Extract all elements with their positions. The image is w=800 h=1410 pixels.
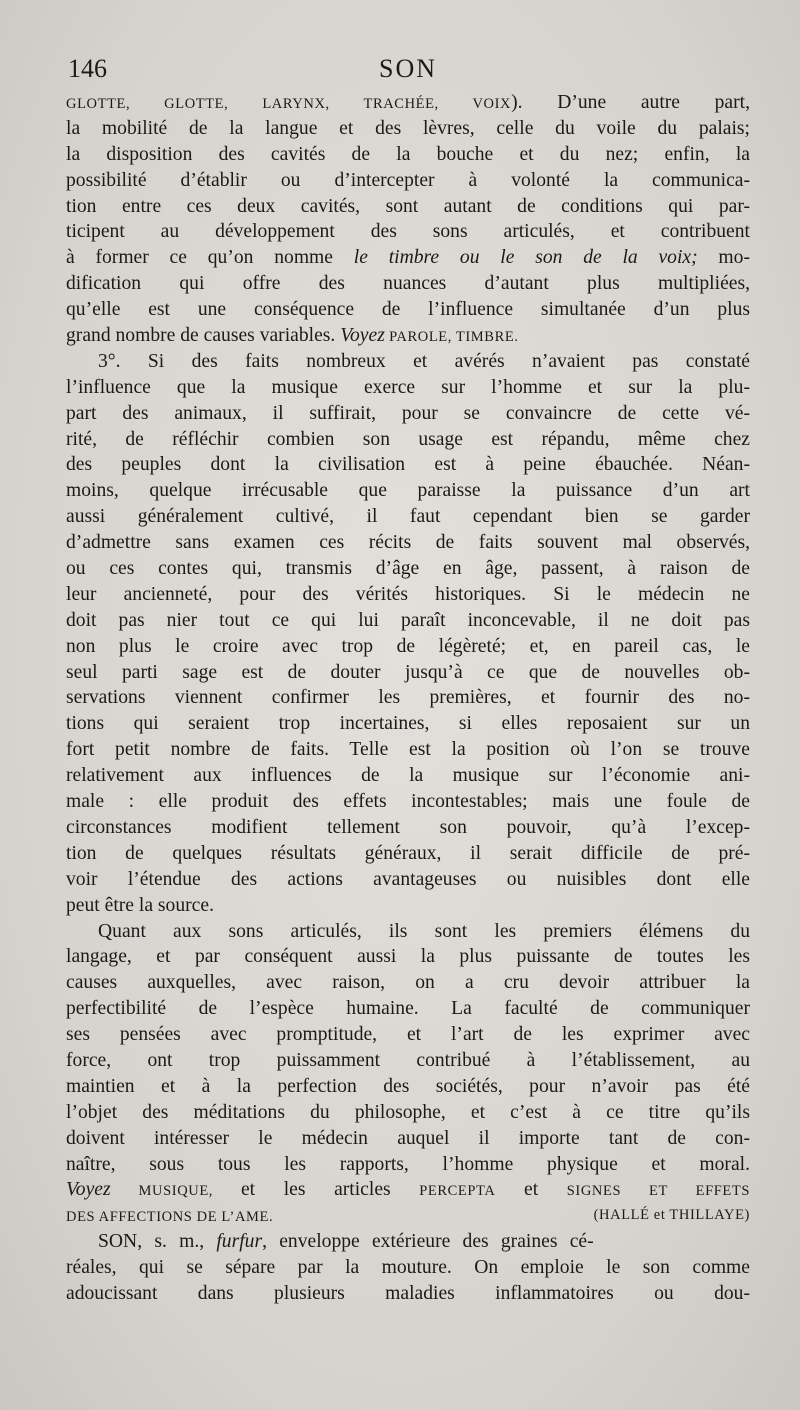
entry-headword: SON, s. m., — [98, 1231, 217, 1253]
text-line: tion entre ces deux cavités, sont autant de conditions qui par- — [66, 195, 750, 217]
cross-reference: PAROLE, TIMBRE. — [384, 329, 519, 346]
cross-reference: DES AFFECTIONS DE L’AME. — [66, 1209, 274, 1226]
text-line: servations viennent confirmer les premières, et fournir des no- — [66, 687, 750, 709]
text-line — [66, 1229, 750, 1255]
body-text — [66, 90, 750, 1307]
text-line: l’influence que la musique exerce sur l’homme et sur la plu- — [66, 376, 750, 398]
text-line: seul parti sage est de douter jusqu’à ce que de nouvelles ob- — [66, 661, 750, 683]
text-line: ou ces contes qui, transmis d’âge en âge, passent, à raison de — [66, 558, 750, 580]
italic-term: Voyez — [340, 325, 385, 347]
text-line: part des animaux, il suffirait, pour se convaincre de cette vé- — [66, 402, 750, 424]
author-signature: (HALLÉ et THILLAYE) — [593, 1207, 750, 1224]
page-number: 146 — [68, 54, 107, 83]
text-line: circonstances modifient tellement son pouvoir, qu’à l’excep- — [66, 816, 750, 838]
text-line: Quant aux sons articulés, ils sont les premiers élémens du — [98, 920, 750, 942]
text-span: grand nombre de causes variables. — [66, 325, 341, 347]
text-span: et les articles — [240, 1179, 420, 1201]
text-line: male : elle produit des effets incontestables; mais une foule de — [66, 791, 750, 813]
text-line: la disposition des cavités de la bouche et du nez; enfin, la — [66, 143, 750, 165]
text-line: des peuples dont la civilisation est à peine ébauchée. Néan- — [66, 454, 750, 476]
cross-reference: PERCEPTA — [419, 1183, 496, 1200]
text-line: voir l’étendue des actions avantageuses ou nuisibles dont elle — [66, 868, 750, 890]
cross-reference: SIGNES ET EFFETS — [566, 1183, 750, 1200]
text-line — [66, 323, 750, 349]
text-line: la mobilité de la langue et des lèvres, celle du voile du palais; — [66, 117, 750, 139]
text-line — [66, 90, 750, 116]
text-line: tions qui seraient trop incertaines, si elles reposaient sur un — [66, 713, 750, 735]
text-line: maintien et à la perfection des sociétés, pour n’avoir pas été — [66, 1075, 750, 1097]
text-line: ses pensées avec promptitude, et l’art de les exprimer avec — [66, 1024, 750, 1046]
text-line: naître, sous tous les rapports, l’homme physique et moral. — [66, 1153, 750, 1175]
text-line: fort petit nombre de faits. Telle est la position où l’on se trouve — [66, 739, 750, 761]
text-line: peut être la source. — [66, 894, 214, 916]
text-line — [66, 1203, 750, 1229]
text-line: d’admettre sans examen ces récits de faits souvent mal observés, — [66, 532, 750, 554]
text-line: possibilité d’établir ou d’intercepter à volonté la communica- — [66, 169, 750, 191]
text-line: rité, de réfléchir combien son usage est répandu, même chez — [66, 428, 750, 450]
text-line: réales, qui se sépare par la mouture. On emploie le son comme — [66, 1257, 750, 1279]
text-line — [66, 1177, 750, 1203]
text-line: doit pas nier tout ce qui lui paraît inconcevable, il ne doit pas — [66, 609, 750, 631]
italic-term: Voyez — [66, 1179, 111, 1201]
text-line: leur ancienneté, pour des vérités historiques. Si le médecin ne — [66, 583, 750, 605]
text-line: perfectibilité de l’espèce humaine. La faculté de communiquer — [66, 998, 750, 1020]
text-line: moins, quelque irrécusable que paraisse la puissance d’un art — [66, 480, 750, 502]
text-line: aussi généralement cultivé, il faut cependant bien se garder — [66, 506, 750, 528]
text-line: ticipent au développement des sons articulés, et contribuent — [66, 221, 750, 243]
text-line: tion de quelques résultats généraux, il serait difficile de pré- — [66, 842, 750, 864]
text-line: adoucissant dans plusieurs maladies inflammatoires ou dou- — [66, 1282, 750, 1304]
cross-reference: GLOTTE, GLOTTE, LARYNX, TRACHÉE, VOIX — [66, 96, 512, 112]
text-line: qu’elle est une conséquence de l’influence simultanée d’un plus — [66, 299, 750, 321]
text-line: l’objet des méditations du philosophe, et c’est à ce titre qu’ils — [66, 1101, 750, 1123]
cross-reference: MUSIQUE, — [110, 1183, 241, 1200]
text-line: relativement aux influences de la musique sur l’économie ani- — [66, 765, 750, 787]
running-head: SON — [378, 54, 437, 83]
text-span: à former ce qu’on nomme — [66, 247, 354, 269]
text-line — [66, 245, 750, 271]
text-span: , enveloppe extérieure des graines cé- — [262, 1231, 594, 1253]
text-line: dification qui offre des nuances d’autant plus multipliées, — [66, 273, 750, 295]
text-span: mo- — [697, 247, 750, 269]
italic-term: le timbre ou le son de la voix; — [353, 247, 698, 269]
page-header — [68, 50, 748, 90]
text-line: causes auxquelles, avec raison, on a cru devoir attribuer la — [66, 972, 750, 994]
text-line: langage, et par conséquent aussi la plus puissante de toutes les — [66, 946, 750, 968]
text-line: doivent intéresser le médecin auquel il importe tant de con- — [66, 1127, 750, 1149]
text-line: 3°. Si des faits nombreux et avérés n’avaient pas constaté — [98, 350, 750, 372]
text-line: force, ont trop puissamment contribué à l’établissement, au — [66, 1049, 750, 1071]
text-span: et — [495, 1179, 567, 1201]
italic-term: furfur — [216, 1231, 263, 1253]
text-span: ). D’une autre part, — [511, 92, 750, 113]
text-line: non plus le croire avec trop de légèreté; et, en pareil cas, le — [66, 635, 750, 657]
